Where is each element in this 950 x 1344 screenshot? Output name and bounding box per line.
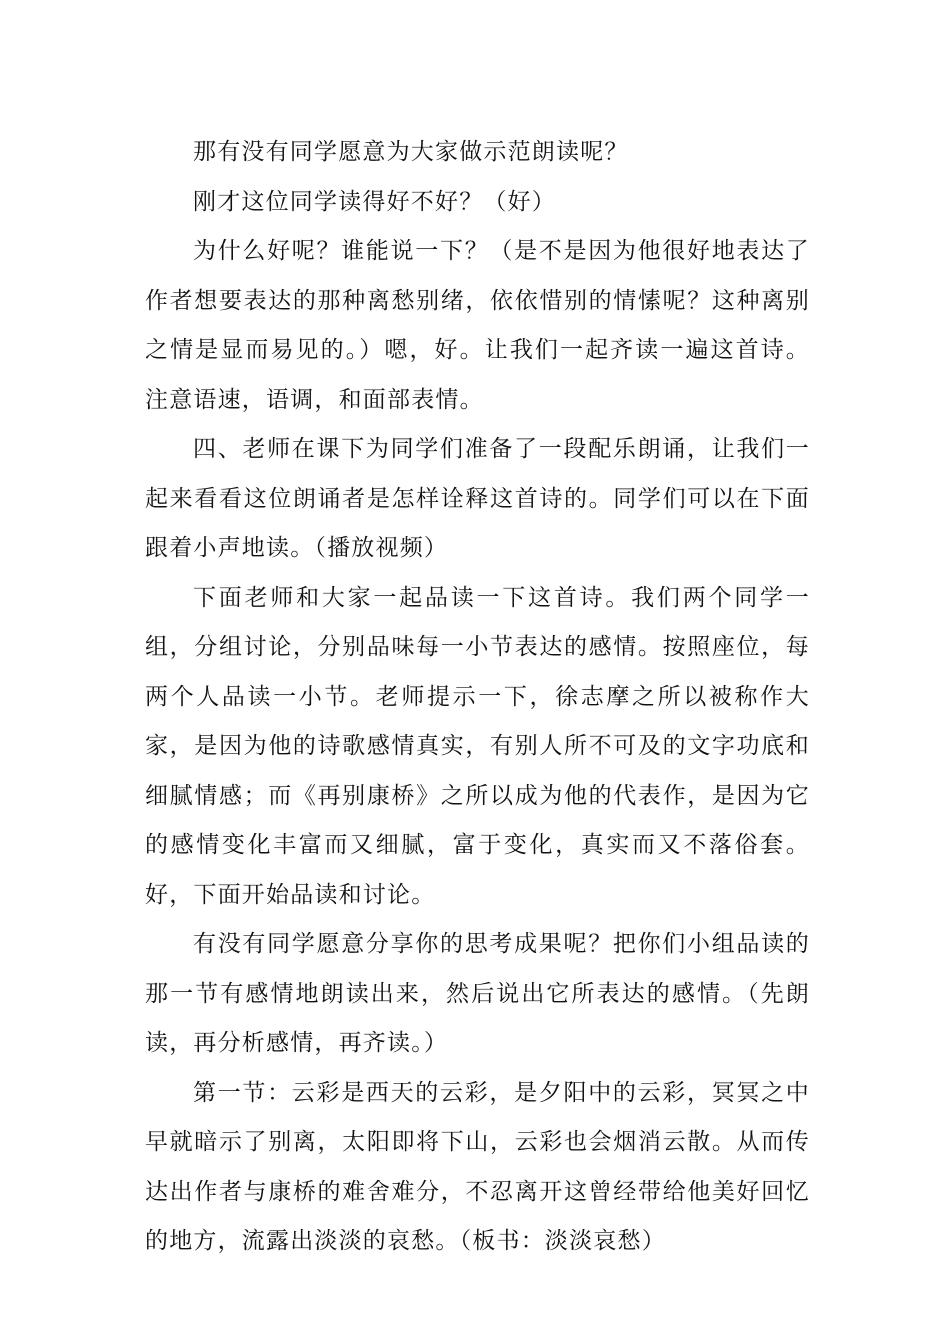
document-body <box>145 128 810 1267</box>
paragraph: 刚才这位同学读得好不好？（好） <box>193 188 556 215</box>
paragraph: 为什么好呢？谁能说一下？（是不是因为他很好地表达了作者想要表达的那种离愁别绪，依依惜别的情愫呢？这种离别之情是显而易见的。）嗯，好。让我们一起齐读一遍这首诗。注意语速，语调，和面部表情。 <box>145 238 810 413</box>
paragraph: 有没有同学愿意分享你的思考成果呢？把你们小组品读的那一节有感情地朗读出来，然后说出它所表达的感情。（先朗读，再分析感情，再齐读。） <box>145 931 810 1056</box>
paragraph: 四、老师在课下为同学们准备了一段配乐朗诵，让我们一起来看看这位朗诵者是怎样诠释这首诗的。同学们可以在下面跟着小声地读。（播放视频） <box>145 436 810 561</box>
paragraph: 第一节：云彩是西天的云彩，是夕阳中的云彩，冥冥之中早就暗示了别离，太阳即将下山，云彩也会烟消云散。从而传达出作者与康桥的难舍难分，不忍离开这曾经带给他美好回忆的地方，流露出淡淡的哀愁。（板书：淡淡哀愁） <box>145 1079 810 1254</box>
paragraph: 那有没有同学愿意为大家做示范朗读呢？ <box>193 139 629 165</box>
paragraph: 下面老师和大家一起品读一下这首诗。我们两个同学一组，分组讨论，分别品味每一小节表达的感情。按照座位，每两个人品读一小节。老师提示一下，徐志摩之所以被称作大家，是因为他的诗歌感情真实，有别人所不可及的文字功底和细腻情感；而《再别康桥》之所以成为他的代表作，是因为它的感情变化丰富而又细腻，富于变化，真实而又不落俗套。好，下面开始品读和讨论。 <box>145 584 810 908</box>
